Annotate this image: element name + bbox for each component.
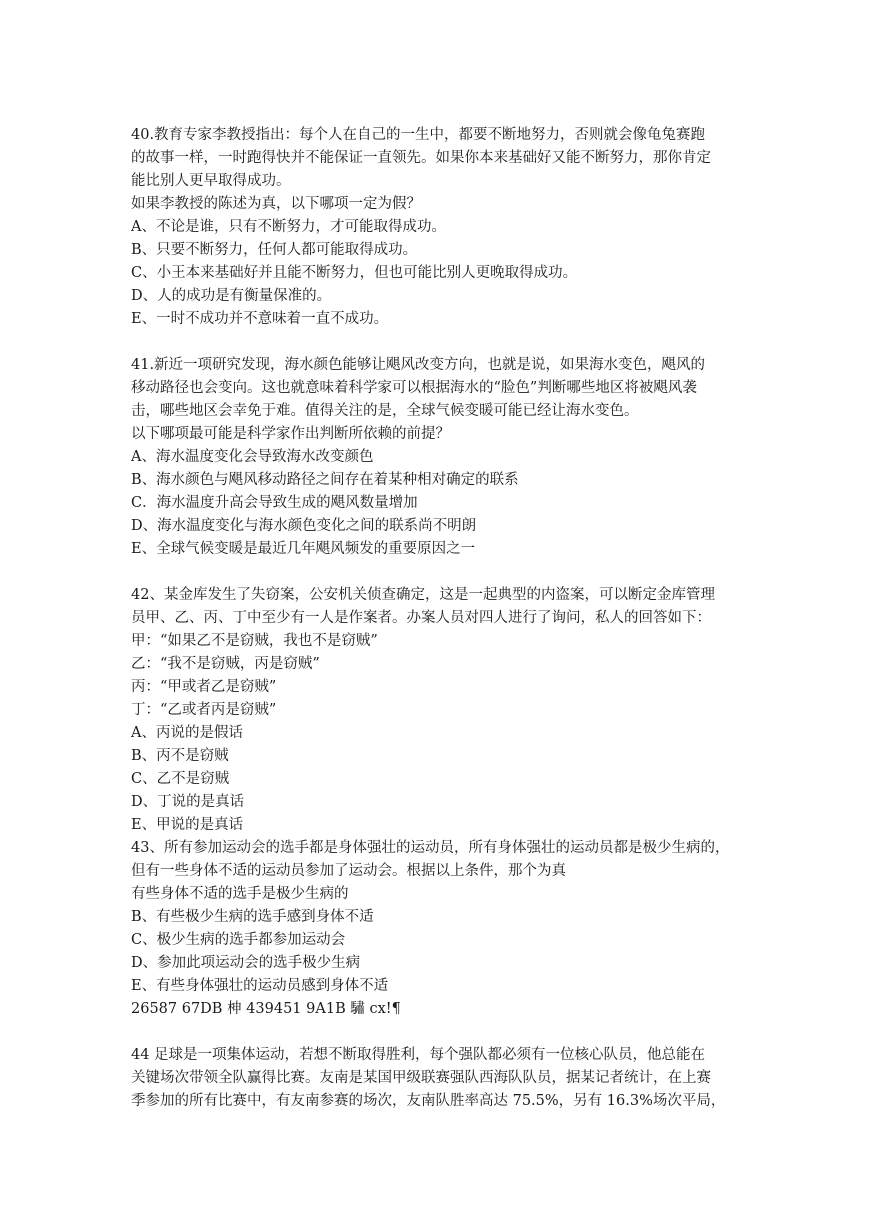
question-42 xyxy=(131,584,789,837)
question-stem-line: 42、某金库发生了失窃案，公安机关侦查确定，这是一起典型的内盗案，可以断定金库管理 xyxy=(131,587,715,603)
answer-option: A、海水温度变化会导致海水改变颜色 xyxy=(131,449,374,465)
answer-option: B、丙不是窃贼 xyxy=(131,748,229,764)
question-44 xyxy=(131,1044,789,1113)
answer-option: E、有些身体强壮的运动员感到身体不适 xyxy=(131,978,389,994)
answer-option: D、海水温度变化与海水颜色变化之间的联系尚不明朗 xyxy=(131,518,477,534)
answer-option: B、只要不断努力，任何人都可能取得成功。 xyxy=(131,242,418,258)
suspect-statement: 丙：“甲或者乙是窃贼” xyxy=(131,679,277,695)
paragraph-gap xyxy=(131,561,789,584)
suspect-statement: 丁：“乙或者丙是窃贼” xyxy=(131,702,277,718)
question-stem-line: 移动路径也会变向。这也就意味着科学家可以根据海水的“脸色”判断哪些地区将被飓风袭 xyxy=(131,380,697,396)
answer-option: C、极少生病的选手都参加运动会 xyxy=(131,932,346,948)
question-prompt: 以下哪项最可能是科学家作出判断所依赖的前提？ xyxy=(131,426,450,442)
question-stem-line: 40.教育专家李教授指出：每个人在自己的一生中，都要不断地努力，否则就会像龟兔赛跑 xyxy=(131,127,706,143)
question-40 xyxy=(131,124,789,331)
paragraph-gap xyxy=(131,331,789,354)
question-stem-line: 员甲、乙、丙、丁中至少有一人是作案者。办案人员对四人进行了询问，私人的回答如下： xyxy=(131,610,711,626)
answer-option: B、有些极少生病的选手感到身体不适 xyxy=(131,909,374,925)
question-stem-line: 击，哪些地区会幸免于难。值得关注的是，全球气候变暖可能已经让海水变色。 xyxy=(131,403,639,419)
answer-option: E、一时不成功并不意味着一直不成功。 xyxy=(131,311,389,327)
answer-option: D、丁说的是真话 xyxy=(131,794,245,810)
question-stem-line: 但有一些身体不适的运动员参加了运动会。根据以上条件，那个为真 xyxy=(131,863,566,879)
answer-option: D、人的成功是有衡量保准的。 xyxy=(131,288,332,304)
question-prompt: 如果李教授的陈述为真，以下哪项一定为假？ xyxy=(131,196,421,212)
question-41 xyxy=(131,354,789,561)
garbled-text-line: 26587 67DB 柛 439451 9A1B 驌 cx!¶ xyxy=(131,1001,401,1017)
suspect-statement: 乙：“我不是窃贼，丙是窃贼” xyxy=(131,656,320,672)
question-stem-line: 季参加的所有比赛中，有友南参赛的场次，友南队胜率高达 75.5%，另有 16.3%场次平局， xyxy=(131,1093,726,1109)
answer-option: C、小王本来基础好并且能不断努力，但也可能比别人更晚取得成功。 xyxy=(131,265,578,281)
answer-option: A、丙说的是假话 xyxy=(131,725,243,741)
question-43 xyxy=(131,837,789,1021)
answer-option: 有些身体不适的选手是极少生病的 xyxy=(131,886,349,902)
question-stem-line: 41.新近一项研究发现，海水颜色能够让飓风改变方向，也就是说，如果海水变色，飓风的 xyxy=(131,357,706,373)
question-stem-line: 43、所有参加运动会的选手都是身体强壮的运动员，所有身体强壮的运动员都是极少生病的， xyxy=(131,840,730,856)
answer-option: C．海水温度升高会导致生成的飓风数量增加 xyxy=(131,495,418,511)
paragraph-gap xyxy=(131,1021,789,1044)
answer-option: C、乙不是窃贼 xyxy=(131,771,230,787)
question-stem-line: 的故事一样，一时跑得快并不能保证一直领先。如果你本来基础好又能不断努力，那你肯定 xyxy=(131,150,711,166)
answer-option: E、全球气候变暖是最近几年飓风频发的重要原因之一 xyxy=(131,541,476,557)
question-stem-line: 关键场次带领全队赢得比赛。友南是某国甲级联赛强队西海队队员，据某记者统计，在上赛 xyxy=(131,1070,711,1086)
answer-option: E、甲说的是真话 xyxy=(131,817,244,833)
question-stem-line: 44 足球是一项集体运动，若想不断取得胜利，每个强队都必须有一位核心队员，他总能在 xyxy=(131,1047,706,1063)
suspect-statement: 甲：“如果乙不是窃贼，我也不是窃贼” xyxy=(131,633,378,649)
answer-option: D、参加此项运动会的选手极少生病 xyxy=(131,955,361,971)
answer-option: A、不论是谁，只有不断努力，才可能取得成功。 xyxy=(131,219,446,235)
question-stem-line: 能比别人更早取得成功。 xyxy=(131,173,291,189)
answer-option: B、海水颜色与飓风移动路径之间存在着某种相对确定的联系 xyxy=(131,472,519,488)
